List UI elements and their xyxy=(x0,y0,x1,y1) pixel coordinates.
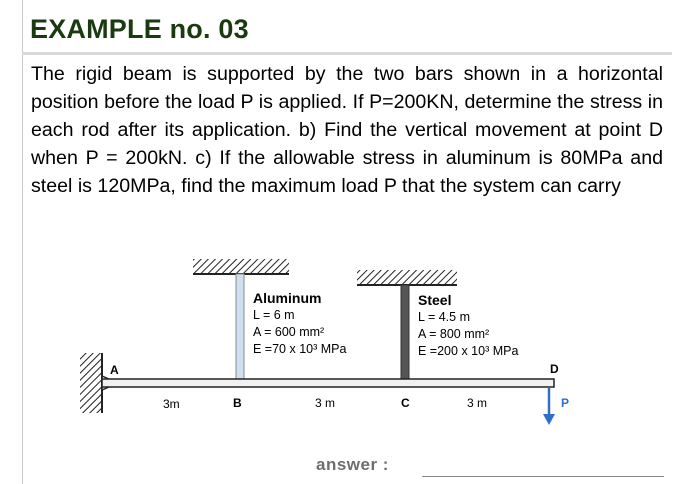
aluminum-area: A = 600 mm² xyxy=(253,325,325,339)
span-ab-label: 3m xyxy=(163,397,180,411)
steel-bar xyxy=(401,285,409,379)
answer-label: answer : xyxy=(316,455,389,474)
problem-statement: The rigid beam is supported by the two bars shown in a horizontal position before the load P is applied. If P=200KN, determine the stress in each rod after its application. b) Find the vertical movement at point D when P = 200kN. c) If the allowable stress in aluminum is 80MPa and steel is 120MPa, find the maximum load P that the system can carry xyxy=(31,63,663,197)
example-title: EXAMPLE no. 03 xyxy=(30,14,249,44)
aluminum-name: Aluminum xyxy=(253,290,322,306)
answer-blank-line xyxy=(422,476,664,477)
point-a-label: A xyxy=(110,363,119,377)
aluminum-bar xyxy=(236,274,244,379)
load-p-label: P xyxy=(561,396,570,410)
steel-name: Steel xyxy=(418,292,452,308)
steel-modulus: E =200 x 10³ MPa xyxy=(418,344,519,358)
steel-ceiling-support xyxy=(357,270,457,284)
point-b-label: B xyxy=(233,396,242,410)
span-cd-label: 3 m xyxy=(467,396,488,410)
wall-support xyxy=(80,353,102,413)
span-bc-label: 3 m xyxy=(315,396,336,410)
steel-length: L = 4.5 m xyxy=(418,310,470,324)
aluminum-length: L = 6 m xyxy=(253,308,295,322)
load-arrow-icon xyxy=(543,414,555,425)
point-d-label: D xyxy=(550,362,559,376)
rigid-beam xyxy=(102,379,554,387)
point-c-label: C xyxy=(401,396,410,410)
steel-area: A = 800 mm² xyxy=(418,327,490,341)
aluminum-modulus: E =70 x 10³ MPa xyxy=(253,342,347,356)
aluminum-ceiling-support xyxy=(193,259,289,273)
